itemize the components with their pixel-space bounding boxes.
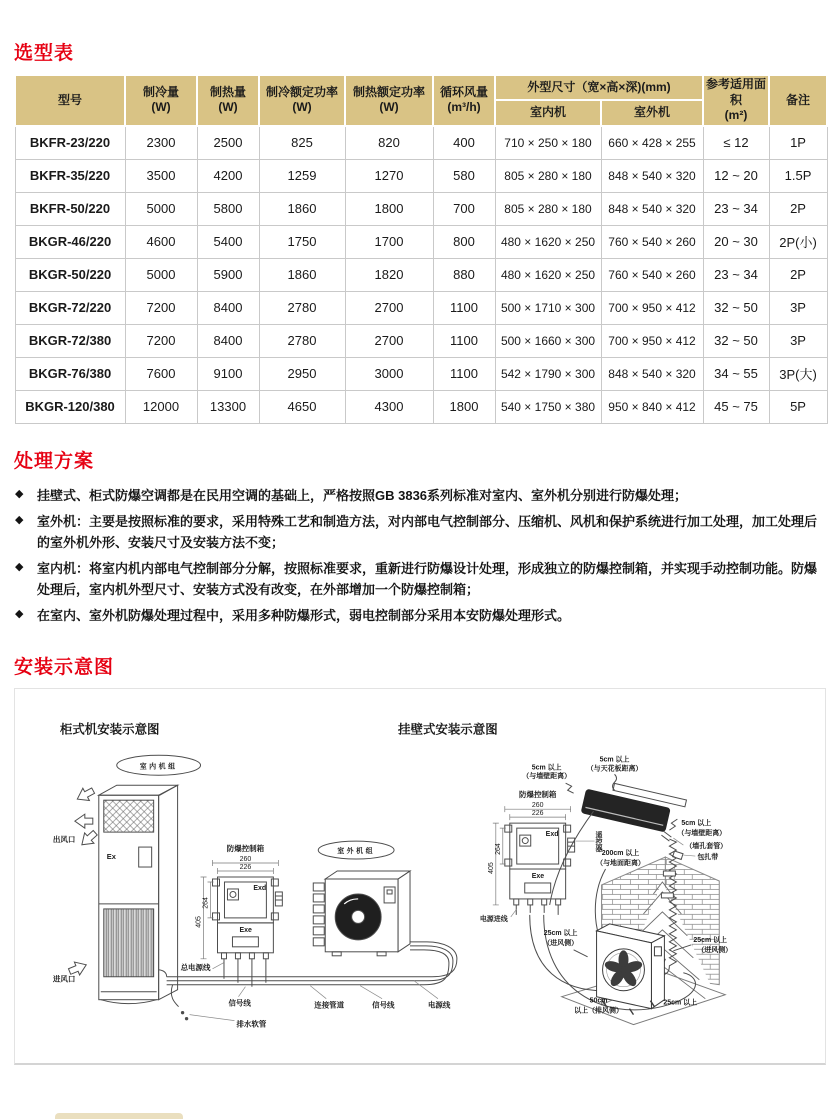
cell-outdoor-dims: 848 × 540 × 320 (601, 159, 703, 192)
cell-cooling-power: 1259 (259, 159, 345, 192)
cell-heating-power: 820 (345, 126, 433, 160)
ceiling-arrow-icon (613, 774, 617, 790)
treatment-item (14, 605, 826, 626)
cell-airflow: 1100 (433, 291, 495, 324)
cell-model: BKGR-120/380 (15, 390, 125, 423)
table-row (15, 192, 827, 225)
table-row (15, 126, 827, 160)
cell-cooling: 7600 (125, 357, 197, 390)
right-wall-clearance-line2: （与墙壁距离） (677, 830, 727, 838)
diamond-bullet-icon: ◆ (15, 487, 24, 500)
cell-airflow: 580 (433, 159, 495, 192)
control-box-wires-right (516, 905, 558, 915)
cell-indoor-dims: 710 × 250 × 180 (495, 126, 601, 160)
cell-airflow: 1100 (433, 324, 495, 357)
treatment-list (14, 485, 826, 626)
wall-diagram-title: 挂壁式安装示意图 (398, 722, 498, 737)
cell-heating-power: 2700 (345, 324, 433, 357)
cell-indoor-dims: 480 × 1620 × 250 (495, 225, 601, 258)
cell-heating-power: 1800 (345, 192, 433, 225)
cell-heating-power: 2700 (345, 291, 433, 324)
cell-cooling-power: 825 (259, 126, 345, 160)
floor-clearance-line1: 200cm 以上 (601, 850, 640, 858)
cell-heating-power: 3000 (345, 357, 433, 390)
diamond-bullet-icon: ◆ (15, 560, 24, 573)
main-power-label: 总电源线 (180, 962, 211, 972)
page-content (0, 38, 840, 1065)
cell-indoor-dims: 480 × 1620 × 250 (495, 258, 601, 291)
cell-heating: 2500 (197, 126, 259, 160)
cell-remark: 2P (769, 258, 827, 291)
cell-model: BKGR-76/380 (15, 357, 125, 390)
cell-heating: 5800 (197, 192, 259, 225)
catalog-page (0, 38, 840, 1119)
control-box-wires (224, 959, 266, 987)
cell-remark: 2P (769, 192, 827, 225)
control-box-label-left: 防爆控制箱 (226, 844, 265, 854)
floor-clearance-line2: （与地面距离） (596, 860, 645, 868)
left-wall-arrow-icon (566, 783, 574, 793)
col-area: 参考适用面积 (m²) (703, 75, 769, 126)
tape-clamp-icon (673, 851, 683, 859)
col-cooling: 制冷量 (W) (125, 75, 197, 126)
cell-cooling: 5000 (125, 192, 197, 225)
cell-heating: 8400 (197, 291, 259, 324)
signal-wire-label-2: 信号线 (372, 1000, 395, 1010)
cell-area: 45 ~ 75 (703, 390, 769, 423)
treatment-title: 处理方案 (14, 450, 95, 472)
signal-wire-label-1: 信号线 (228, 998, 251, 1008)
cabinet-diagram-title: 柜式机安装示意图 (59, 722, 160, 737)
cell-outdoor-dims: 848 × 540 × 320 (601, 357, 703, 390)
cell-outdoor-dims: 700 × 950 × 412 (601, 291, 703, 324)
cell-remark: 2P(小) (769, 225, 827, 258)
cell-remark: 3P (769, 291, 827, 324)
cell-indoor-dims: 540 × 1750 × 380 (495, 390, 601, 423)
cell-airflow: 880 (433, 258, 495, 291)
cell-model: BKGR-46/220 (15, 225, 125, 258)
tape-leader (683, 855, 695, 856)
cell-cooling: 2300 (125, 126, 197, 160)
cell-model: BKGR-50/220 (15, 258, 125, 291)
cell-model: BKFR-50/220 (15, 192, 125, 225)
air-outlet-arrows-icon (74, 785, 100, 850)
cell-remark: 1P (769, 126, 827, 160)
cell-area: 32 ~ 50 (703, 324, 769, 357)
cabinet-install-diagram (52, 721, 457, 1028)
intake-left-leader (574, 950, 588, 957)
col-heating: 制热量 (W) (197, 75, 259, 126)
wall-unit-drawing (581, 778, 686, 835)
treatment-item (14, 485, 826, 506)
cell-heating-power: 1270 (345, 159, 433, 192)
installation-diagram-box (14, 688, 826, 1065)
cell-area: 23 ~ 34 (703, 258, 769, 291)
clearance-bottom-right: 25cm 以上 (663, 999, 698, 1007)
table-row (15, 159, 827, 192)
air-inlet-label: 进风口 (52, 974, 76, 984)
cell-outdoor-dims: 760 × 540 × 260 (601, 225, 703, 258)
col-cooling-power: 制冷额定功率 (W) (259, 75, 345, 126)
cell-airflow: 1800 (433, 390, 495, 423)
cell-cooling-power: 2780 (259, 291, 345, 324)
cell-cooling: 4600 (125, 225, 197, 258)
remote-controller-label: 遥控器 (594, 831, 602, 853)
page-bottom-fragment (55, 1113, 183, 1119)
cell-heating: 8400 (197, 324, 259, 357)
cell-cooling: 5000 (125, 258, 197, 291)
cell-remark: 3P(大) (769, 357, 827, 390)
ex-mark-label: Ex (106, 852, 116, 862)
treatment-item (14, 511, 826, 553)
col-airflow: 循环风量 (m³/h) (433, 75, 495, 126)
air-outlet-label: 出风口 (52, 835, 76, 845)
cell-heating: 4200 (197, 159, 259, 192)
cell-outdoor-dims: 700 × 950 × 412 (601, 324, 703, 357)
right-wall-clearance-line1: 5cm 以上 (681, 820, 712, 828)
col-remark: 备注 (769, 75, 827, 126)
cell-cooling-power: 2780 (259, 324, 345, 357)
selection-table-title: 选型表 (14, 43, 75, 64)
table-row (15, 357, 827, 390)
intake-left-line2: （进风侧） (543, 939, 579, 947)
left-wall-clearance-line1: 5cm 以上 (531, 764, 562, 772)
cell-cooling: 7200 (125, 324, 197, 357)
col-outdoor-unit: 室外机 (601, 100, 703, 125)
treatment-item-text: 室外机：主要是按照标准的要求，采用特殊工艺和制造方法，对内部电气控制部分、压缩机、风机和保护系统进行加工处理，加工处理后的室外机外形、安装尺寸及安装方法不变； (37, 513, 818, 550)
exhaust-line1: 50cm (589, 997, 608, 1005)
cell-cooling: 7200 (125, 291, 197, 324)
table-row (15, 390, 827, 423)
outdoor-unit-drawing (313, 871, 410, 956)
table-body (15, 126, 827, 424)
intake-right-line1: 25cm 以上 (693, 936, 728, 944)
cell-heating: 5400 (197, 225, 259, 258)
cell-airflow: 400 (433, 126, 495, 160)
cell-remark: 1.5P (769, 159, 827, 192)
connecting-pipe-label: 连接管道 (314, 1000, 345, 1010)
table-header (15, 75, 827, 126)
cell-airflow: 800 (433, 225, 495, 258)
intake-right-line2: （进风侧） (697, 946, 733, 954)
cell-area: 32 ~ 50 (703, 291, 769, 324)
wall-sleeve-label: （墙孔套管） (685, 843, 728, 851)
treatment-item-text: 挂壁式、柜式防爆空调都是在民用空调的基础上，严格按照GB 3836系列标准对室内、室外机分别进行防爆处理； (37, 487, 688, 503)
install-title: 安装示意图 (14, 657, 115, 679)
cell-indoor-dims: 805 × 280 × 180 (495, 159, 601, 192)
intake-left-line1: 25cm 以上 (543, 929, 578, 937)
table-row (15, 324, 827, 357)
cell-indoor-dims: 805 × 280 × 180 (495, 192, 601, 225)
cell-model: BKFR-23/220 (15, 126, 125, 160)
indoor-unit-tag-label: 室内机组 (139, 763, 178, 771)
cell-cooling-power: 1750 (259, 225, 345, 258)
cell-outdoor-dims: 848 × 540 × 320 (601, 192, 703, 225)
cell-model: BKFR-35/220 (15, 159, 125, 192)
cell-heating: 13300 (197, 390, 259, 423)
wall-mount-install-diagram (397, 721, 732, 1024)
cabinet-unit-drawing (99, 785, 178, 1003)
col-heating-power: 制热额定功率 (W) (345, 75, 433, 126)
exhaust-line2: 以上（排风侧） (574, 1007, 623, 1015)
cell-cooling: 12000 (125, 390, 197, 423)
cell-remark: 3P (769, 324, 827, 357)
table-row (15, 225, 827, 258)
cell-heating: 9100 (197, 357, 259, 390)
diamond-bullet-icon: ◆ (15, 513, 24, 526)
cell-outdoor-dims: 950 × 840 × 412 (601, 390, 703, 423)
power-wire-label: 电源线 (427, 1000, 451, 1010)
ceiling-clearance-line2: （与天花板距离） (586, 765, 643, 773)
cell-heating-power: 1820 (345, 258, 433, 291)
selection-table (14, 74, 828, 424)
drain-hose-label: 排水软管 (236, 1019, 267, 1029)
col-model: 型号 (15, 75, 125, 126)
cell-cooling: 3500 (125, 159, 197, 192)
cell-outdoor-dims: 760 × 540 × 260 (601, 258, 703, 291)
col-dimensions-group: 外型尺寸（宽×高×深)(mm) (495, 75, 703, 100)
treatment-item-text: 在室内、室外机防爆处理过程中，采用多种防爆形式，弱电控制部分采用本安防爆处理形式。 (37, 608, 571, 624)
cell-heating: 5900 (197, 258, 259, 291)
cell-airflow: 700 (433, 192, 495, 225)
cell-cooling-power: 1860 (259, 192, 345, 225)
cell-outdoor-dims: 660 × 428 × 255 (601, 126, 703, 160)
cell-heating-power: 4300 (345, 390, 433, 423)
control-box-label-right: 防爆控制箱 (519, 790, 557, 800)
cell-indoor-dims: 500 × 1660 × 300 (495, 324, 601, 357)
cell-model: BKGR-72/220 (15, 291, 125, 324)
cell-area: 20 ~ 30 (703, 225, 769, 258)
cell-area: 23 ~ 34 (703, 192, 769, 225)
tape-label: 包扎带 (697, 854, 719, 862)
cell-indoor-dims: 542 × 1790 × 300 (495, 357, 601, 390)
installation-diagram: Exd Exe 柜式机安装示意图 室内机组 Ex 出风口 进风口 防爆控制箱 总电源线 信号线 排水软管 连接管道 信号线 电源线 室外机组 挂壁式安装示意图 5cm 以上 （与天花板距离） 5cm 以上 （与墙壁距离） 防爆控制箱 遥控器 5cm 以上 （与墙壁距离） （墙孔套管） 包扎带 200cm 以上 （与地面距离） 电源进线 25cm 以上 （进风侧） 25cm 以上 （进风侧） 50cm 以上（排风侧） 25cm 以上 (36, 697, 733, 1029)
cell-indoor-dims: 500 × 1710 × 300 (495, 291, 601, 324)
cell-remark: 5P (769, 390, 827, 423)
cell-cooling-power: 4650 (259, 390, 345, 423)
right-wall-arrow-icon (669, 819, 677, 830)
treatment-item (14, 558, 826, 600)
col-indoor-unit: 室内机 (495, 100, 601, 125)
label-leader-lines (190, 963, 438, 1021)
cell-heating-power: 1700 (345, 225, 433, 258)
table-row (15, 291, 827, 324)
cell-area: 12 ~ 20 (703, 159, 769, 192)
cell-cooling-power: 1860 (259, 258, 345, 291)
left-wall-clearance-line2: （与墙壁距离） (522, 773, 572, 781)
cell-airflow: 1100 (433, 357, 495, 390)
cell-cooling-power: 2950 (259, 357, 345, 390)
cell-area: ≤ 12 (703, 126, 769, 160)
cell-model: BKGR-72/380 (15, 324, 125, 357)
cell-area: 34 ~ 55 (703, 357, 769, 390)
outdoor-unit-tag-label: 室外机组 (337, 848, 376, 856)
power-in-label: 电源进线 (479, 915, 508, 923)
diamond-bullet-icon: ◆ (15, 608, 24, 621)
treatment-item-text: 室内机：将室内机内部电气控制部分分解，按照标准要求，重新进行防爆设计处理，形成独立的防爆控制箱，并实现手动控制功能。防爆处理后，室内机外型尺寸、安装方式没有改变，在外部增加一个防爆控制箱； (37, 560, 818, 597)
table-row (15, 258, 827, 291)
ceiling-clearance-line1: 5cm 以上 (599, 756, 630, 764)
